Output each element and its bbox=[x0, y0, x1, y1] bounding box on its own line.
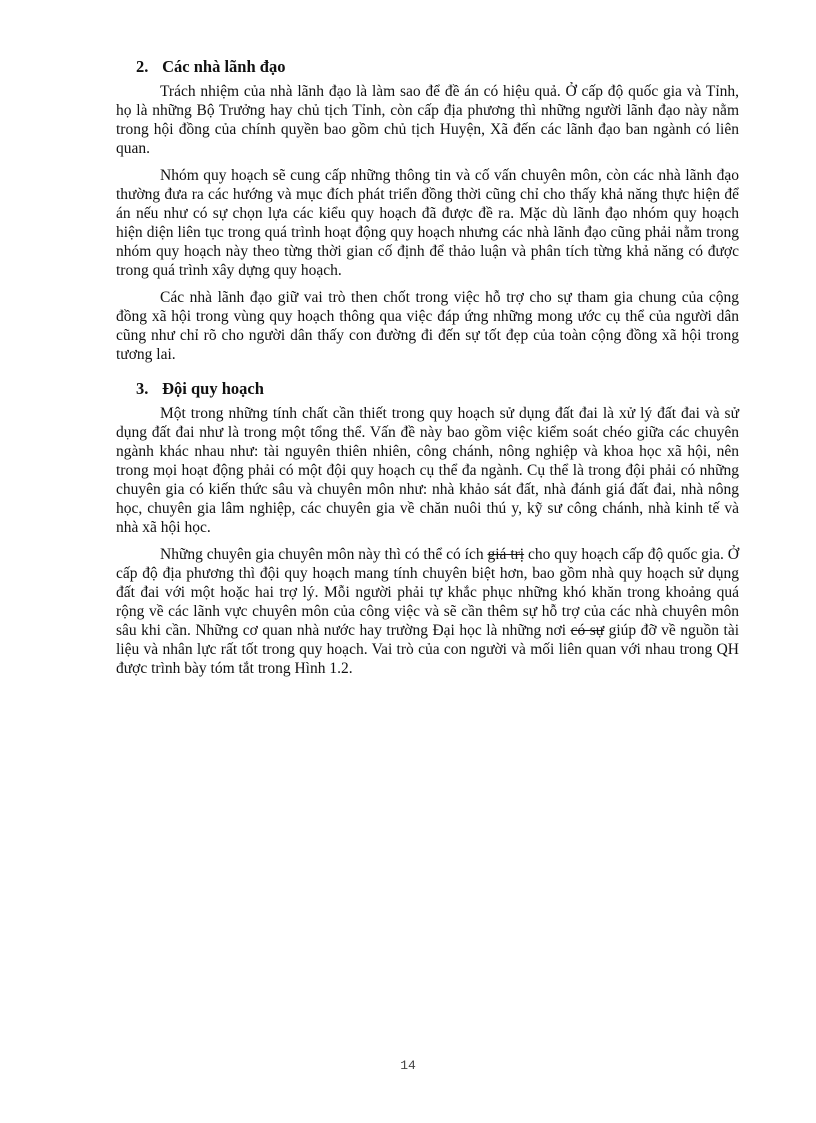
paragraph-text: Các nhà lãnh đạo giữ vai trò then chốt trong việc hỗ trợ cho sự tham gia chung của cộng đồng xã hội trong vùng quy hoạch thông qua việc đáp ứng những mong ước cụ thể của người dân cũng như chỉ rõ cho người dân thấy con đường đi đến sự tốt đẹp của toàn cộng đồng xã hội trong tương lai. bbox=[116, 289, 739, 363]
paragraph-text: giúp đỡ về nguồn tài liệu và nhân lực rất tốt trong quy hoạch. Vai trò của con người và mối liên quan với nhau trong QH được trình bày tóm tắt trong Hình 1.2. bbox=[116, 622, 739, 677]
paragraph bbox=[116, 404, 739, 537]
paragraph-text: Nhóm quy hoạch sẽ cung cấp những thông tin và cố vấn chuyên môn, còn các nhà lãnh đạo thường đưa ra các hướng và mục đích phát triển đồng thời cũng chỉ cho thấy khả năng thực hiện để án nếu như có sự chọn lựa các kiểu quy hoạch đã được đề ra. Mặc dù lãnh đạo nhóm quy hoạch hiện diện liên tục trong quá trình hoạt động quy hoạch nhưng các nhà lãnh đạo cũng phải nằm trong nhóm quy hoạch này theo từng thời gian cố định để thảo luận và phân tích từng khả năng có được trong quá trình xây dựng quy hoạch. bbox=[116, 167, 739, 279]
section-leaders bbox=[116, 56, 739, 364]
section-heading bbox=[136, 56, 739, 78]
paragraph bbox=[116, 82, 739, 158]
section-title: Đội quy hoạch bbox=[162, 379, 264, 398]
paragraph bbox=[116, 545, 739, 678]
paragraph bbox=[116, 288, 739, 364]
paragraph-text: Những chuyên gia chuyên môn này thì có thể có ích bbox=[160, 546, 488, 563]
page-number: 14 bbox=[400, 1058, 416, 1073]
struck-text: có sự bbox=[570, 622, 605, 639]
paragraph-text: Một trong những tính chất cần thiết trong quy hoạch sử dụng đất đai là xử lý đất đai và sử dụng đất đai như là trong một tổng thể. Vấn đề này bao gồm việc kiểm soát chéo giữa các chuyên ngành khác nhau như: tài nguyên thiên nhiên, công chánh, nông nghiệp và khoa học xã hội, nên trong mọi hoạt động phải có một đội quy hoạch cụ thể đa ngành. Cụ thể là trong đội phải có những chuyên gia có kiến thức sâu và chuyên môn như: nhà khảo sát đất, nhà đánh giá đất đai, nhà nông học, chuyên gia lâm nghiệp, các chuyên gia về chăn nuôi thú y, kỹ sư công chánh, nhà kinh tế và nhà xã hội học. bbox=[116, 405, 739, 536]
section-heading bbox=[136, 378, 739, 400]
document-page bbox=[116, 56, 739, 686]
paragraph-text: cho quy hoạch cấp độ quốc gia. Ở cấp độ địa phương thì đội quy hoạch mang tính chuyên biệt hơn, bao gồm nhà quy hoạch sử dụng đất đai với một hoặc hai trợ lý. Mỗi người phải tự khắc phục những khó khăn trong khoảng quá rộng về các lãnh vực chuyên môn của công việc và sẽ cần thêm sự hỗ trợ của các nhà chuyên môn sâu khi cần. Những cơ quan nhà nước hay trường Đại học là những nơi bbox=[116, 546, 739, 639]
section-number: 3. bbox=[136, 379, 149, 398]
paragraph bbox=[116, 166, 739, 280]
struck-text: giá trị bbox=[487, 546, 525, 563]
paragraph-text: Trách nhiệm của nhà lãnh đạo là làm sao để đề án có hiệu quả. Ở cấp độ quốc gia và Tỉnh, họ là những Bộ Trưởng hay chủ tịch Tỉnh, còn cấp địa phương thì những người lãnh đạo này nằm trong hội đồng của chính quyền bao gồm chủ tịch Huyện, Xã đến các lãnh đạo ban ngành có liên quan. bbox=[116, 83, 739, 157]
section-number: 2. bbox=[136, 57, 149, 76]
section-title: Các nhà lãnh đạo bbox=[162, 57, 286, 76]
section-planning-team bbox=[116, 378, 739, 678]
